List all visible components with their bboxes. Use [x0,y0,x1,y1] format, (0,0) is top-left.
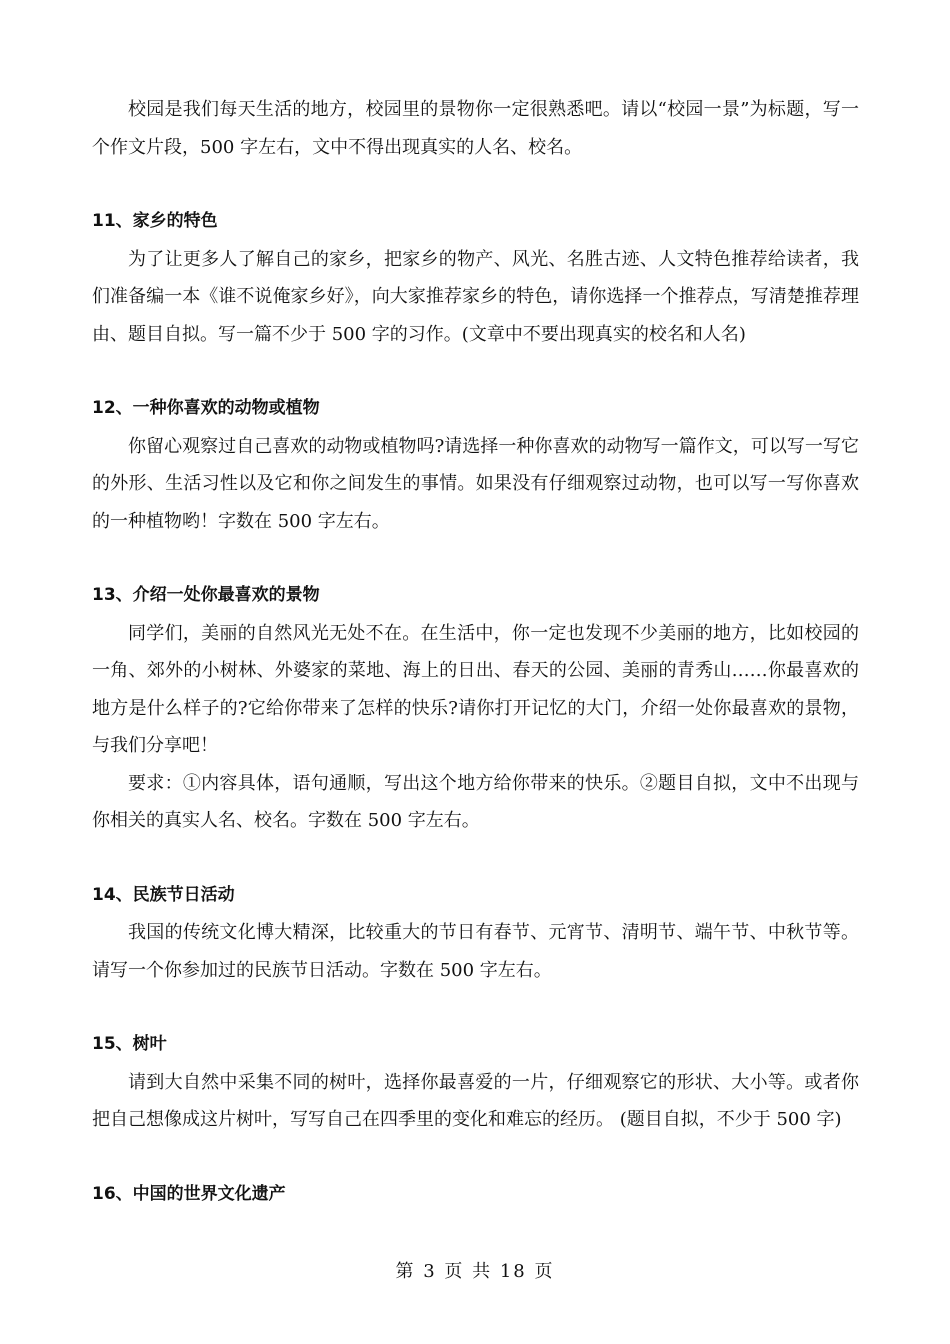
section-requirements: 要求：①内容具体，语句通顺，写出这个地方给你带来的快乐。②题目自拟，文中不出现与你相关的真实人名、校名。字数在 500 字左右。 [92,772,859,831]
section-paragraph: 我国的传统文化博大精深，比较重大的节日有春节、元宵节、清明节、端午节、中秋节等。请写一个你参加过的民族节日活动。字数在 500 字左右。 [92,922,859,981]
intro-paragraph: 校园是我们每天生活的地方，校园里的景物你一定很熟悉吧。请以“校园一景”为标题，写一个作文片段，500 字左右，文中不得出现真实的人名、校名。 [92,99,859,158]
section-title: 13、介绍一处你最喜欢的景物 [92,585,320,605]
section-title: 14、民族节日活动 [92,884,235,905]
section-title: 12、一种你喜欢的动物或植物 [92,398,320,418]
page-footer: 第 3 页 共 18 页 [395,1261,555,1282]
section-gap [92,540,859,577]
section-gap [92,353,859,390]
document-body [92,91,859,1213]
section-14 [92,877,859,990]
section-11 [92,203,859,353]
section-12 [92,390,859,540]
section-title: 16、中国的世界文化遗产 [92,1183,286,1204]
section-title: 15、树叶 [92,1034,167,1054]
section-15 [92,1026,859,1139]
section-title: 11、家乡的特色 [92,211,218,231]
section-13 [92,577,859,840]
section-paragraph: 为了让更多人了解自己的家乡，把家乡的物产、风光、名胜古迹、人文特色推荐给读者，我们准备编一本《谁不说俺家乡好》，向大家推荐家乡的特色，请你选择一个推荐点，写清楚推荐理由、题目自拟。写一篇不少于 500 字的习作。(文章中不要出现真实的校名和人名) [92,248,859,345]
section-paragraph: 你留心观察过自己喜欢的动物或植物吗?请选择一种你喜欢的动物写一篇作文，可以写一写它的外形、生活习性以及它和你之间发生的事情。如果没有仔细观察过动物，也可以写一写你喜欢的一种植物哟！字数在 500 字左右。 [92,435,859,532]
section-paragraph: 同学们，美丽的自然风光无处不在。在生活中，你一定也发现不少美丽的地方，比如校园的一角、郊外的小树林、外婆家的菜地、海上的日出、春天的公园、美丽的青秀山……你最喜欢的地方是什么样子的?它给你带来了怎样的快乐?请你打开记忆的大门，介绍一处你最喜欢的景物，与我们分享吧！ [92,622,859,756]
section-gap [92,1139,859,1176]
section-gap [92,989,859,1026]
section-paragraph: 请到大自然中采集不同的树叶，选择你最喜爱的一片，仔细观察它的形状、大小等。或者你把自己想像成这片树叶，写写自己在四季里的变化和难忘的经历。 (题目自拟，不少于 500 字) [92,1071,859,1130]
section-16 [92,1176,859,1214]
section-gap [92,166,859,203]
section-gap [92,840,859,877]
